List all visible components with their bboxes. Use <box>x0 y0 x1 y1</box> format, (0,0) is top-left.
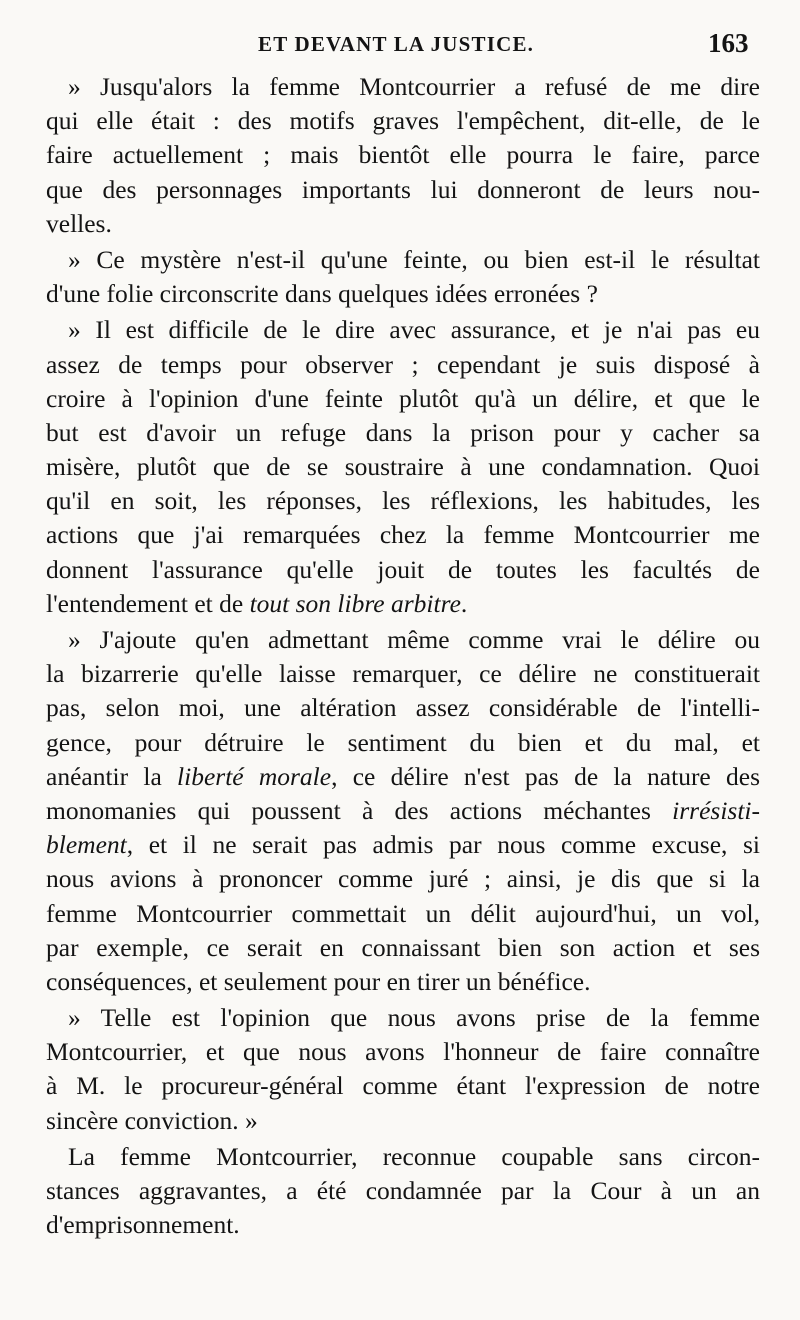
text-line: Montcourrier, et que nous avons l'honneur de faire connaître <box>46 1037 760 1067</box>
text-line: nous avions à prononcer comme juré ; ainsi, je dis que si la <box>46 864 760 894</box>
italic-phrase: tout son libre arbitre <box>249 588 461 618</box>
text-line: sincère conviction. » <box>46 1105 258 1135</box>
text-line: femme Montcourrier commettait un délit aujourd'hui, un vol, <box>46 898 760 928</box>
text-line: La femme Montcourrier, reconnue coupable sans circon- <box>68 1141 760 1171</box>
line-text: l'entendement et de <box>46 588 250 618</box>
italic-phrase: irrésisti- <box>672 795 760 825</box>
text-line <box>46 587 760 621</box>
punctuation: . <box>460 588 468 618</box>
text-line: actions que j'ai remarquées chez la femme Montcourrier me <box>46 520 760 550</box>
text-line: misère, plutôt que de se soustraire à une condamnation. Quoi <box>46 452 760 482</box>
text-line: but est d'avoir un refuge dans la prison pour y cacher sa <box>46 417 760 447</box>
text-line: la bizarrerie qu'elle laisse remarquer, ce délire ne constituerait <box>46 659 760 689</box>
running-head: ET DEVANT LA JUSTICE. <box>258 32 535 56</box>
text-line: velles. <box>46 208 112 238</box>
line-text: anéantir la <box>46 761 178 791</box>
text-line: qu'il en soit, les réponses, les réflexions, les habitudes, les <box>46 486 760 516</box>
text-line: par exemple, ce serait en connaissant bien son action et ses <box>46 932 760 962</box>
text-line <box>46 760 760 794</box>
text-line: pas, selon moi, une altération assez considérable de l'intelli- <box>46 693 760 723</box>
page-header <box>0 28 800 68</box>
text-line: à M. le procureur-général comme étant l'expression de notre <box>46 1071 760 1101</box>
text-line: donnent l'assurance qu'elle jouit de toutes les facultés de <box>46 554 760 584</box>
italic-phrase: liberté morale <box>177 761 332 791</box>
italic-phrase: blement <box>46 830 127 860</box>
text-line: » J'ajoute qu'en admettant même comme vrai le délire ou <box>68 625 760 654</box>
text-line: » Telle est l'opinion que nous avons prise de la femme <box>68 1003 760 1033</box>
text-line: que des personnages importants lui donneront de leurs nou- <box>46 174 760 204</box>
text-line: » Ce mystère n'est-il qu'une feinte, ou bien est-il le résultat <box>68 244 760 274</box>
text-line: gence, pour détruire le sentiment du bien et du mal, et <box>46 727 760 757</box>
text-line: assez de temps pour observer ; cependant je suis disposé à <box>46 349 760 379</box>
text-line: faire actuellement ; mais bientôt elle pourra le faire, parce <box>46 140 760 170</box>
text-line: qui elle était : des motifs graves l'empêchent, dit-elle, de le <box>46 106 760 136</box>
text-line: conséquences, et seulement pour en tirer un bénéfice. <box>46 966 591 996</box>
page-number: 163 <box>708 28 749 58</box>
text-line: » Il est difficile de le dire avec assurance, et je n'ai pas eu <box>68 315 760 345</box>
text-line: stances aggravantes, a été condamnée par la Cour à un an <box>46 1176 760 1205</box>
body-text <box>46 70 760 1242</box>
text-line: d'emprisonnement. <box>46 1210 240 1240</box>
line-text: , et il ne serait pas admis par nous comme excuse, si <box>126 830 760 860</box>
text-line: croire à l'opinion d'une feinte plutôt qu'à un délire, et que le <box>46 383 760 413</box>
text-line: » Jusqu'alors la femme Montcourrier a refusé de me dire <box>68 72 760 101</box>
text-line <box>46 828 760 862</box>
line-text: , ce délire n'est pas de la nature des <box>331 761 760 791</box>
line-text: monomanies qui poussent à des actions méchantes <box>46 795 673 825</box>
text-line: d'une folie circonscrite dans quelques idées erronées ? <box>46 279 598 309</box>
text-line <box>46 794 760 828</box>
